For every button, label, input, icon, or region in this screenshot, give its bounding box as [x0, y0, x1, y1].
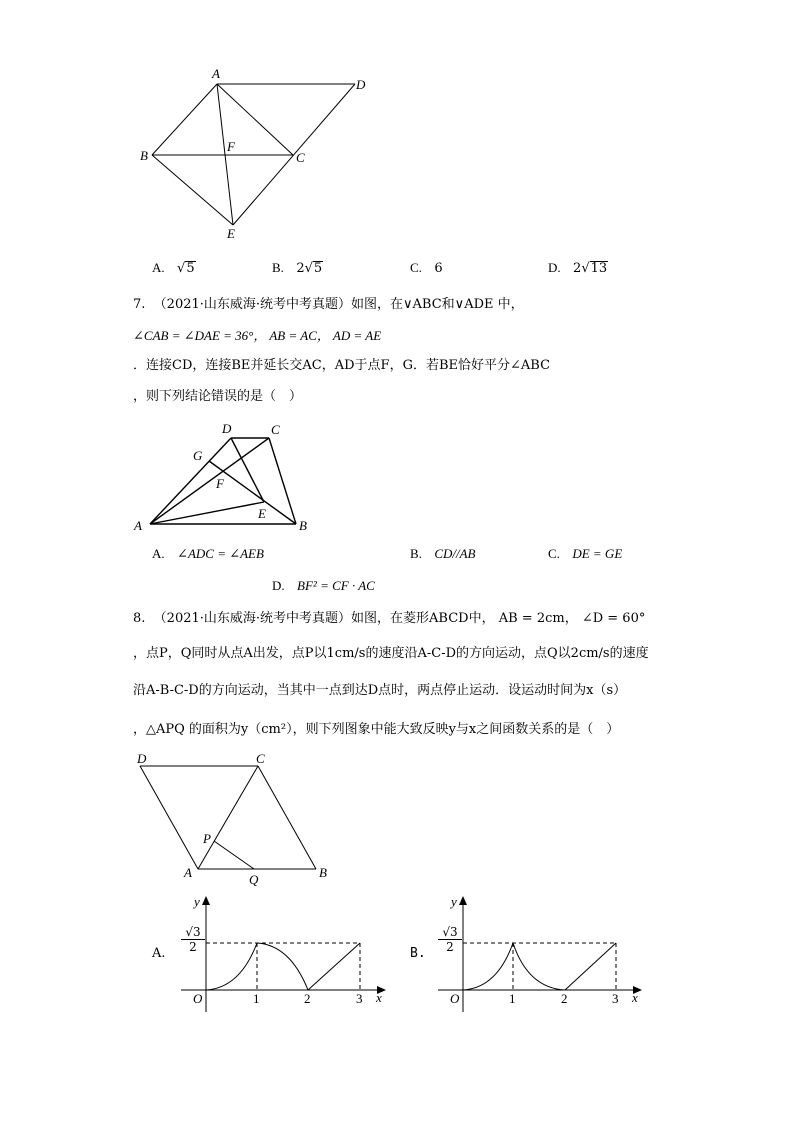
- q8-graph-option-b-label[interactable]: B.: [410, 946, 426, 961]
- q8-point-label: D: [137, 751, 147, 766]
- sqrt-symbol: √: [304, 261, 313, 276]
- q7-question-line: ，则下列结论错误的是（ ）: [133, 389, 303, 404]
- q8-question-line: ，△APQ 的面积为y（cm²），则下列图象中能大致反映y与x之间函数关系的是（ ）: [133, 722, 620, 737]
- q7-point-label: A: [134, 518, 142, 533]
- svg-text:x: x: [632, 990, 638, 1005]
- q8-header: 8. （2021·山东威海·统考中考真题）如图，在菱形ABCD中， AB = 2cm， ∠D = 60°: [133, 611, 646, 626]
- svg-text:y: y: [194, 894, 200, 909]
- svg-text:O: O: [450, 991, 460, 1006]
- q6-option-a[interactable]: A. √5: [152, 260, 195, 276]
- q8-point-label: A: [184, 865, 192, 880]
- y-axis-arrow-icon: [459, 896, 467, 905]
- q7-option-d[interactable]: D. BF² = CF · AC: [272, 578, 375, 593]
- svg-text:3: 3: [612, 991, 619, 1006]
- svg-text:O: O: [193, 991, 203, 1006]
- q7-option-b[interactable]: B. CD//AB: [410, 546, 476, 561]
- q6-point-label: A: [212, 66, 220, 81]
- svg-text:1: 1: [509, 991, 516, 1006]
- q6-option-c[interactable]: C. 6: [410, 260, 443, 276]
- svg-text:2: 2: [304, 991, 311, 1006]
- q8-point-label: C: [256, 751, 265, 766]
- q7-option-a[interactable]: A. ∠ADC = ∠AEB: [152, 546, 264, 561]
- svg-text:x: x: [376, 990, 382, 1005]
- q8-point-label: Q: [249, 872, 259, 887]
- q6-point-label: B: [140, 148, 148, 163]
- q8-motion-line-p: ，点P，Q同时从点A出发，点P以1cm/s的速度沿A-C-D的方向运动，点Q以2cm/s的速度: [133, 646, 649, 661]
- q7-option-c[interactable]: C. DE = GE: [548, 546, 623, 561]
- svg-text:3: 3: [356, 991, 363, 1006]
- q6-point-label: C: [296, 150, 305, 165]
- q7-point-label: E: [258, 506, 266, 521]
- q7-point-label: B: [299, 518, 307, 533]
- q7-point-label: F: [216, 476, 224, 491]
- q7-point-label: G: [193, 448, 203, 463]
- q6-point-label: E: [227, 226, 235, 241]
- q7-point-label: D: [222, 421, 232, 436]
- y-tick-sqrt3-over-2: √3 2: [438, 926, 462, 954]
- q6-option-d[interactable]: D. 2√13: [548, 260, 608, 276]
- svg-text:1: 1: [253, 991, 260, 1006]
- q6-option-b[interactable]: B. 2√5: [272, 260, 323, 276]
- q7-point-label: C: [271, 422, 280, 437]
- q7-construction-line: ．连接CD，连接BE并延长交AC，AD于点F，G．若BE恰好平分∠ABC: [133, 358, 551, 373]
- svg-text:y: y: [451, 894, 457, 909]
- q8-motion-line-q: 沿A-B-C-D的方向运动，当其中一点到达D点时，两点停止运动．设运动时间为x（s）: [133, 683, 627, 698]
- y-tick-sqrt3-over-2: √3 2: [181, 926, 205, 954]
- q8-point-label: P: [203, 831, 211, 846]
- q7-condition-line: ∠CAB = ∠DAE = 36°， AB = AC， AD = AE: [133, 328, 382, 343]
- q8-point-label: B: [319, 865, 327, 880]
- q8-graph-option-a-label[interactable]: A.: [152, 946, 166, 961]
- q6-point-label: D: [356, 77, 366, 92]
- q7-header: 7. （2021·山东威海·统考中考真题）如图，在∨ABC和∨ADE 中，: [133, 297, 524, 312]
- sqrt-symbol: √: [177, 261, 186, 276]
- sqrt-symbol: √: [581, 261, 590, 276]
- q6-point-label: F: [227, 139, 235, 154]
- svg-text:2: 2: [561, 991, 568, 1006]
